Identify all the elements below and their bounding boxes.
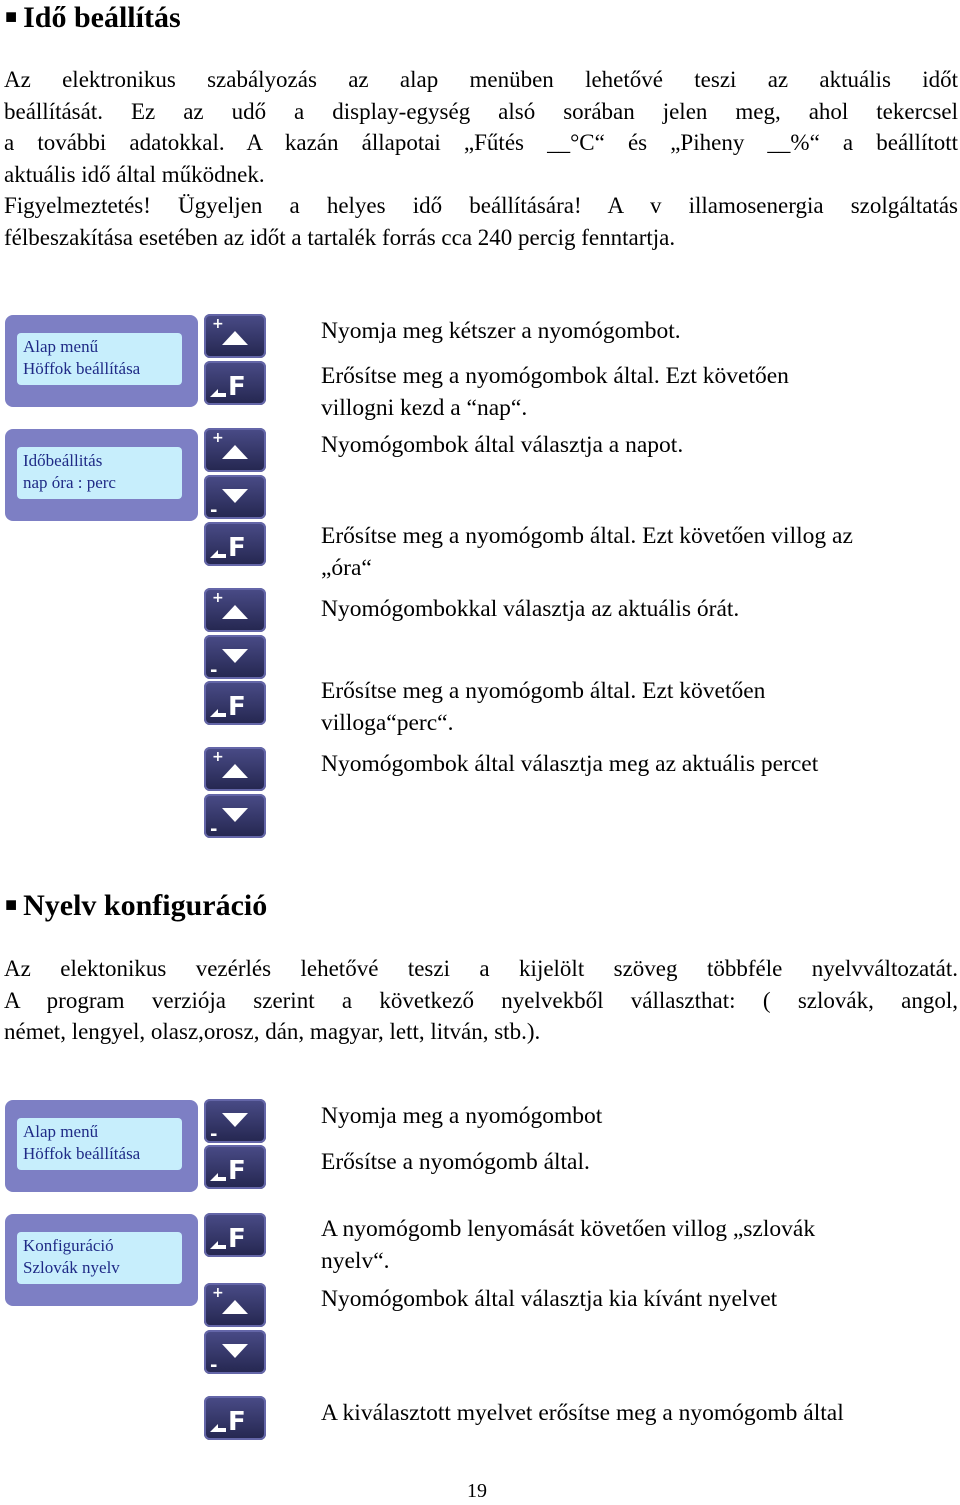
- instruction-step: villoga“perc“.: [321, 710, 454, 736]
- svg-text:-: -: [210, 660, 218, 679]
- minus-down-button-icon[interactable]: [204, 1099, 266, 1143]
- minus-down-button-icon[interactable]: [204, 475, 266, 519]
- lcd-line-1: Konfiguráció: [23, 1236, 114, 1255]
- paragraph-line: a további adatokkal. A kazán állapotai „Fűtés __°C“ és „Piheny __%“ a beállított: [4, 130, 958, 155]
- svg-text:+: +: [212, 749, 224, 765]
- svg-text:-: -: [210, 819, 218, 838]
- instruction-step: nyelv“.: [321, 1248, 390, 1274]
- bullet-square: ■: [5, 6, 18, 28]
- instruction-step: A nyomógomb lenyomását követően villog „szlovák: [321, 1216, 816, 1242]
- paragraph-line: Az elektronikus szabályozás az alap menüben lehetővé teszi az aktuális időt: [4, 67, 958, 92]
- f-confirm-button-icon[interactable]: [204, 522, 266, 566]
- svg-text:F: F: [228, 372, 246, 402]
- instruction-step: Nyomja meg a nyomógombot: [321, 1103, 603, 1129]
- f-confirm-button-icon[interactable]: [204, 1145, 266, 1189]
- lcd-screen: [17, 1118, 182, 1170]
- lcd-line-1: Időbeállitás: [23, 451, 103, 470]
- lcd-display-main-menu: [5, 315, 198, 407]
- instruction-step: „óra“: [321, 555, 372, 581]
- plus-up-button-icon[interactable]: [204, 1283, 266, 1327]
- section-title: Nyelv konfiguráció: [23, 889, 268, 922]
- page-number: 19: [467, 1480, 487, 1502]
- minus-down-button-icon[interactable]: [204, 794, 266, 838]
- lcd-line-2: Höffok beállítása: [23, 359, 141, 378]
- f-confirm-button-icon[interactable]: [204, 1396, 266, 1440]
- svg-text:+: +: [212, 1285, 224, 1301]
- paragraph-line: félbeszakítása esetében az időt a tartalék forrás cca 240 percig fenntartja.: [4, 224, 676, 250]
- section-heading-language: [5, 888, 267, 923]
- section-heading-time: [5, 0, 181, 35]
- paragraph-line: német, lengyel, olasz,orosz, dán, magyar, lett, litván, stb.).: [4, 1019, 541, 1044]
- svg-text:-: -: [210, 500, 218, 519]
- lcd-line-2: Szlovák nyelv: [23, 1258, 120, 1277]
- plus-up-button-icon[interactable]: [204, 428, 266, 472]
- svg-text:F: F: [228, 533, 246, 563]
- paragraph-line: beállítását. Ez az udő a display-egység alsó sorában jelen meg, ahol tekercsel: [4, 98, 958, 124]
- svg-text:F: F: [228, 1407, 246, 1437]
- instruction-step: Erősítse meg a nyomógombok által. Ezt követően: [321, 363, 789, 389]
- svg-text:-: -: [210, 1124, 218, 1143]
- svg-text:+: +: [212, 590, 224, 606]
- f-confirm-button-icon[interactable]: [204, 1213, 266, 1257]
- lcd-screen: [17, 333, 182, 385]
- svg-text:F: F: [228, 692, 246, 722]
- lcd-screen: [17, 1232, 182, 1284]
- minus-down-button-icon[interactable]: [204, 1330, 266, 1374]
- lcd-line-1: Alap menű: [23, 1122, 99, 1141]
- instruction-step: Nyomógombok által választja a napot.: [321, 432, 684, 458]
- instruction-step: Nyomógombok által választja meg az aktuális percet: [321, 751, 819, 777]
- plus-up-button-icon[interactable]: [204, 588, 266, 632]
- instruction-step: Nyomógombok által választja kia kívánt nyelvet: [321, 1286, 778, 1312]
- svg-text:F: F: [228, 1156, 246, 1186]
- language-paragraph: [4, 953, 958, 1048]
- paragraph-line: A program verziója szerint a következő nyelvekből vállaszthat: ( szlovák, angol,: [4, 987, 958, 1013]
- f-confirm-button-icon[interactable]: [204, 361, 266, 405]
- paragraph-line: Figyelmeztetés! Ügyeljen a helyes idő beállítására! A v illamosenergia szolgáltatás: [4, 193, 958, 218]
- lcd-line-2: nap óra : perc: [23, 473, 116, 492]
- intro-paragraph: [4, 64, 958, 253]
- lcd-display-configuration: [5, 1214, 198, 1306]
- plus-up-button-icon[interactable]: [204, 747, 266, 791]
- instruction-step: A kiválasztott myelvet erősítse meg a nyomógomb által: [321, 1400, 844, 1426]
- bullet-square: ■: [5, 894, 18, 916]
- paragraph-line: Az elektonikus vezérlés lehetővé teszi a kijelölt szöveg többféle nyelvváltozatát.: [4, 956, 958, 981]
- instruction-step: Erősítse a nyomógomb által.: [321, 1149, 590, 1175]
- svg-text:+: +: [212, 430, 224, 446]
- instruction-step: Erősítse meg a nyomógomb által. Ezt követően: [321, 678, 766, 704]
- instruction-step: Erősítse meg a nyomógomb által. Ezt követően villog az: [321, 523, 853, 549]
- svg-text:F: F: [228, 1224, 246, 1254]
- lcd-screen: [17, 447, 182, 499]
- lcd-line-1: Alap menű: [23, 337, 99, 356]
- lcd-display-time-setting: [5, 429, 198, 521]
- minus-down-button-icon[interactable]: [204, 635, 266, 679]
- plus-up-button-icon[interactable]: [204, 314, 266, 358]
- lcd-display-main-menu: [5, 1100, 198, 1192]
- svg-text:+: +: [212, 316, 224, 332]
- section-title: Idő beállítás: [23, 1, 181, 34]
- instruction-step: Nyomja meg kétszer a nyomógombot.: [321, 318, 681, 344]
- instruction-step: villogni kezd a “nap“.: [321, 395, 528, 421]
- svg-text:-: -: [210, 1355, 218, 1374]
- lcd-line-2: Höffok beállítása: [23, 1144, 141, 1163]
- instruction-step: Nyomógombokkal választja az aktuális órát.: [321, 596, 740, 622]
- f-confirm-button-icon[interactable]: [204, 681, 266, 725]
- paragraph-line: aktuális idő által működnek.: [4, 161, 265, 187]
